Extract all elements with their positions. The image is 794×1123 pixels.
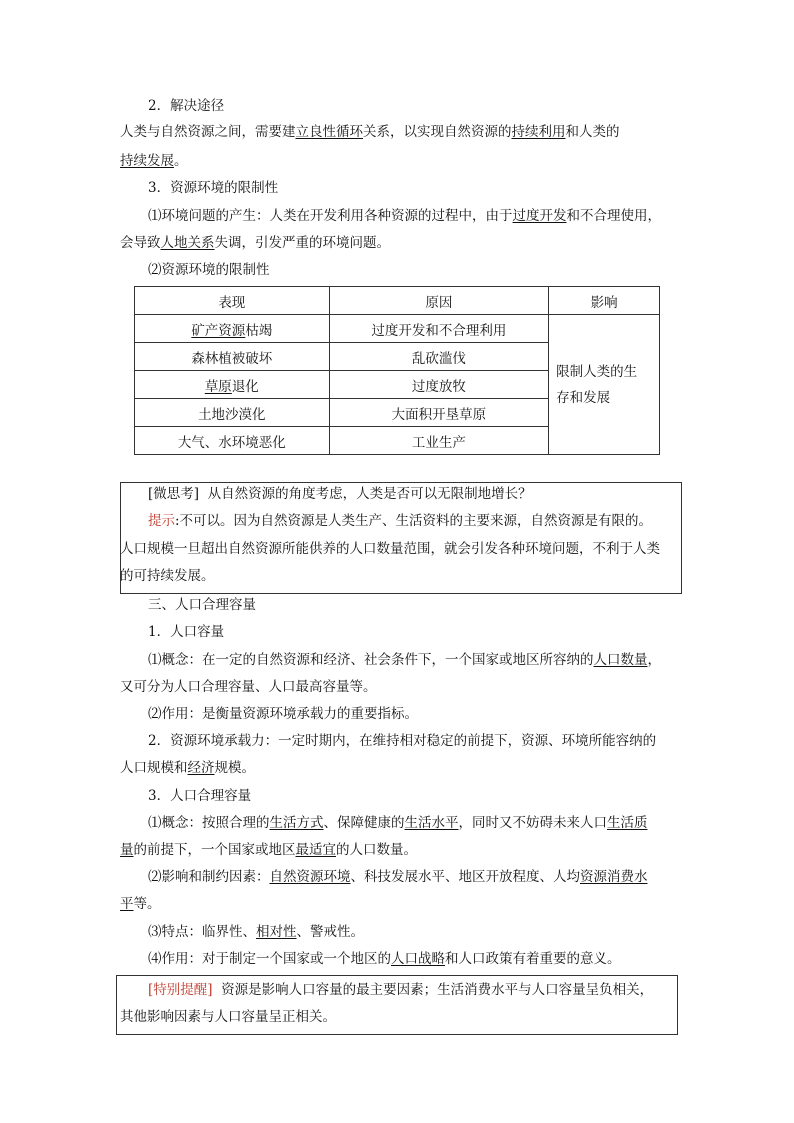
table-row [135,315,660,343]
paragraph-line: 平等。 [120,896,161,912]
think-answer-line: 提示:不可以。因为自然资源是人类生产、生活资料的主要来源，自然资源是有限的。 [148,513,653,529]
blank-answer: 持续利用 [511,124,566,140]
blank-answer: 经济 [187,760,215,776]
blank-answer: 平 [120,896,134,912]
blank-answer: 立良性循环 [295,124,363,140]
paragraph-line: 人口规模和经济规模。 [120,760,255,776]
blank-answer: 相对性 [256,924,297,940]
heading-solution: 2．解决途径 [148,98,225,114]
table-cell: 矿产资源枯竭 [135,315,330,343]
paragraph-line: ⑴概念：在一定的自然资源和经济、社会条件下，一个国家或地区所容纳的人口数量， [148,652,661,668]
paragraph-line: ⑷作用：对于制定一个国家或一个地区的人口战略和人口政策有着重要的意义。 [148,951,621,967]
table-cell: 森林植被破坏 [135,343,330,371]
table-cell: 大面积开垦草原 [329,399,549,427]
think-question: [微思考] 从自然资源的角度考虑，人类是否可以无限制地增长？ [148,486,532,502]
blank-answer: 人地关系 [160,235,215,251]
blank-answer: 过度开发 [512,208,567,224]
table-header: 影响 [549,287,660,315]
heading-part3: 三、人口合理容量 [148,597,256,613]
think-answer-line: 的可持续发展。 [120,568,215,584]
blank-answer: 生活质 [607,815,648,831]
blank-answer: 量 [120,842,134,858]
blank-answer: 最适宜 [295,842,336,858]
table-cell: 大气、水环境恶化 [135,427,330,455]
blank-answer: 持续发展 [120,153,174,169]
table-cell: 草原退化 [135,371,330,399]
paragraph-line: 2．资源环境承载力：一定时期内，在维持相对稳定的前提下，资源、环境所能容纳的 [148,733,657,749]
paragraph-line: ⑴概念：按照合理的生活方式、保障健康的生活水平，同时又不妨碍未来人口生活质 [148,815,648,831]
paragraph-line: ⑶特点：临界性、相对性、警戒性。 [148,924,364,940]
reminder-tag: [特别提醒] [148,982,213,998]
table-cell: 土地沙漠化 [135,399,330,427]
table-header: 原因 [329,287,549,315]
blank-answer: 自然资源环境 [269,869,351,885]
heading-resource-limit: 3．资源环境的限制性 [148,180,279,196]
paragraph-line: ⑴环境问题的产生：人类在开发利用各种资源的过程中，由于过度开发和不合理使用， [148,208,661,224]
paragraph-line: 量的前提下，一个国家或地区最适宜的人口数量。 [120,842,417,858]
paragraph-line: 会导致人地关系失调，引发严重的环境问题。 [120,235,390,251]
table-cell: 工业生产 [329,427,549,455]
paragraph-line: ⑵作用：是衡量资源环境承载力的重要指标。 [148,706,418,722]
resource-limit-table [134,286,660,455]
table-header-row [135,287,660,315]
table-cell: 过度放牧 [329,371,549,399]
paragraph-line: 人类与自然资源之间，需要建立良性循环关系，以实现自然资源的持续利用和人类的 [120,124,620,140]
paragraph-line: ⑵资源环境的限制性 [148,262,270,278]
paragraph-line: 持续发展。 [120,153,188,169]
blank-answer: 生活水平 [404,815,459,831]
paragraph-line: 又可分为人口合理容量、人口最高容量等。 [120,679,377,695]
reminder-line: [特别提醒] 资源是影响人口容量的最主要因素；生活消费水平与人口容量呈负相关， [148,982,654,998]
hint-label: 提示 [148,513,175,529]
blank-answer: 人口战略 [391,951,445,967]
think-answer-line: 人口规模一旦超出自然资源所能供养的人口数量范围，就会引发各种环境问题，不利于人类 [120,541,660,557]
blank-answer: 生活方式 [269,815,324,831]
table-cell: 过度开发和不合理利用 [329,315,549,343]
reminder-line: 其他影响因素与人口容量呈正相关。 [120,1009,336,1025]
table-header: 表现 [135,287,330,315]
blank-answer: 人口数量 [593,652,648,668]
paragraph-line: ⑵影响和制约因素：自然资源环境、科技发展水平、地区开放程度、人均资源消费水 [148,869,648,885]
blank-answer: 资源消费水 [580,869,648,885]
table-cell-effect: 限制人类的生 存和发展 [549,315,660,455]
heading-population-capacity: 1．人口容量 [148,624,225,640]
table-cell: 乱砍滥伐 [329,343,549,371]
heading-reasonable-capacity: 3．人口合理容量 [148,788,252,804]
